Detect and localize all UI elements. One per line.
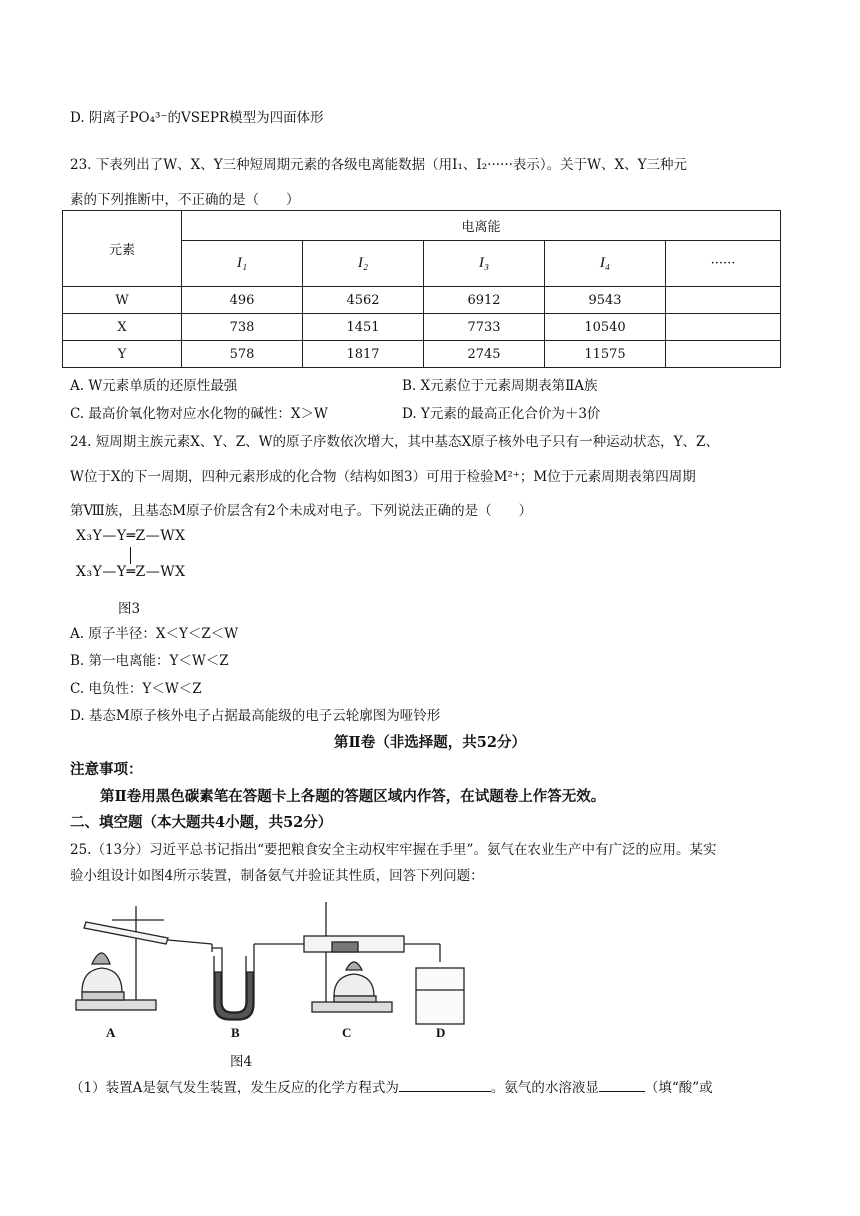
table-cell: 9543 — [545, 287, 666, 314]
table-row — [63, 314, 781, 341]
table-cell: 4562 — [303, 287, 424, 314]
table-cell — [666, 287, 781, 314]
answer-blank-acidity[interactable] — [599, 1077, 645, 1092]
table-header-element: 元素 — [63, 211, 182, 287]
table-cell: 7733 — [424, 314, 545, 341]
table-cell — [666, 314, 781, 341]
q23-option-d: D. Y元素的最高正化合价为＋3价 — [402, 406, 601, 422]
notice-text: 第Ⅱ卷用黑色碳素笔在答题卡上各题的答题区域内作答，在试题卷上作答无效。 — [100, 788, 606, 805]
part2-title: 第Ⅱ卷（非选择题，共52分） — [334, 734, 526, 751]
q23-option-a: A. W元素单质的还原性最强 — [70, 378, 238, 394]
table-subheader-more: ······ — [666, 241, 781, 287]
q23-stem-line1: 23. 下表列出了W、X、Y三种短周期元素的各级电离能数据（用I₁、I₂······表示）。关于W、X、Y三种元 — [70, 157, 688, 173]
q25-stem-line1: 25.（13分）习近平总书记指出“要把粮食安全主动权牢牢握在手里”。氨气在农业生产中有广泛的应用。某实 — [70, 842, 717, 858]
table-header-ionization: 电离能 — [182, 211, 781, 241]
table-cell: 1451 — [303, 314, 424, 341]
table-subheader-i1: I₁ — [182, 241, 303, 287]
figure-3-caption: 图3 — [118, 601, 141, 617]
q23-stem-line2: 素的下列推断中，不正确的是（ ） — [70, 192, 300, 208]
structure-row-bottom: X₃Y—Y═Z—WX — [76, 564, 186, 580]
apparatus-label-b: B — [231, 1025, 240, 1040]
q25-sub1-part1: （1）装置A是氨气发生装置，发生反应的化学方程式为 — [70, 1080, 399, 1096]
structure-row-top: X₃Y—Y═Z—WX — [76, 528, 186, 544]
table-cell: 11575 — [545, 341, 666, 368]
table-row — [63, 287, 781, 314]
table-cell: 578 — [182, 341, 303, 368]
q24-option-c: C. 电负性：Y＜W＜Z — [70, 681, 202, 697]
q25-sub1-part3: （填“酸”或 — [644, 1080, 713, 1096]
table-cell: 1817 — [303, 341, 424, 368]
table-cell: 738 — [182, 314, 303, 341]
table-cell: 496 — [182, 287, 303, 314]
apparatus-label-d: D — [436, 1025, 446, 1040]
table-cell — [666, 341, 781, 368]
table-cell-element: Y — [63, 341, 182, 368]
q24-option-b: B. 第一电离能：Y＜W＜Z — [70, 653, 229, 669]
q25-stem-line2: 验小组设计如图4所示装置，制备氨气并验证其性质，回答下列问题： — [70, 868, 484, 884]
apparatus-label-a: A — [106, 1025, 116, 1040]
apparatus-figure-4 — [72, 892, 472, 1042]
section-title: 二、填空题（本大题共4小题，共52分） — [70, 814, 333, 831]
table-row — [63, 341, 781, 368]
q25-sub1 — [70, 1076, 713, 1096]
q22-option-d: D. 阴离子PO₄³⁻的VSEPR模型为四面体形 — [70, 110, 324, 126]
table-subheader-i3: I₃ — [424, 241, 545, 287]
table-cell: 6912 — [424, 287, 545, 314]
table-subheader-i2: I₂ — [303, 241, 424, 287]
q25-sub1-part2: 。氨气的水溶液显 — [490, 1080, 599, 1096]
q24-stem-line1: 24. 短周期主族元素X、Y、Z、W的原子序数依次增大，其中基态X原子核外电子只有一种运动状态，Y、Z、 — [70, 434, 719, 450]
q24-stem-line2: W位于X的下一周期，四种元素形成的化合物（结构如图3）可用于检验M²⁺；M位于元素周期表第四周期 — [70, 469, 696, 485]
q23-option-b: B. X元素位于元素周期表第ⅡA族 — [402, 378, 598, 394]
table-cell: 10540 — [545, 314, 666, 341]
q24-option-d: D. 基态M原子核外电子占据最高能级的电子云轮廓图为哑铃形 — [70, 708, 441, 724]
ionization-energy-table — [62, 210, 781, 368]
structure-vertical-bond — [130, 547, 131, 564]
structure-figure-3 — [76, 528, 236, 586]
q24-stem-line3: 第Ⅷ族，且基态M原子价层含有2个未成对电子。下列说法正确的是（ ） — [70, 503, 533, 519]
q23-option-c: C. 最高价氧化物对应水化物的碱性：X＞W — [70, 406, 328, 422]
notice-title: 注意事项： — [70, 761, 143, 778]
apparatus-label-c: C — [342, 1025, 352, 1040]
table-cell: 2745 — [424, 341, 545, 368]
figure-4-caption: 图4 — [230, 1054, 253, 1070]
q24-option-a: A. 原子半径：X＜Y＜Z＜W — [70, 626, 239, 642]
answer-blank-equation[interactable] — [399, 1077, 491, 1092]
table-cell-element: W — [63, 287, 182, 314]
table-cell-element: X — [63, 314, 182, 341]
table-subheader-i4: I₄ — [545, 241, 666, 287]
